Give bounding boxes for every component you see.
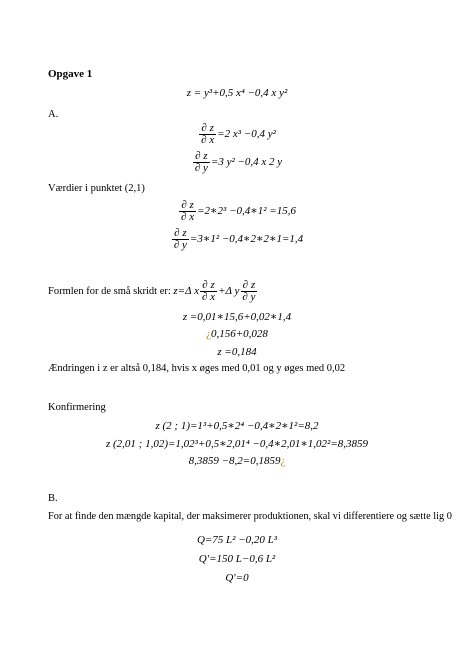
fraction-numerator: ∂ z <box>201 122 214 134</box>
partial-dzdy-equation <box>0 151 474 174</box>
section-a-label: A. <box>48 109 59 120</box>
formula-plus: +Δ y <box>218 285 240 298</box>
change-text: Ændringen i z er altså 0,184, hvis x øges med 0,01 og y øges med 0,02 <box>48 363 346 374</box>
main-equation: z = y³+0,5 x⁴ −0,4 x y² <box>186 87 288 99</box>
evaluated-dzdy-rhs: =3∗1² −0,4∗2∗2∗1=1,4 <box>189 233 304 246</box>
dzdx-fraction <box>199 123 216 146</box>
inverted-question-mark: ¿ <box>280 455 286 467</box>
step-2-value: 0,156+0,028 <box>210 328 268 340</box>
fraction-numerator: ∂ z <box>202 279 215 291</box>
formula-z-prefix: z=Δ x <box>173 285 199 298</box>
evaluated-dzdx-equation <box>0 200 474 223</box>
step-2 <box>0 328 474 340</box>
evaluated-dzdy-equation <box>0 228 474 251</box>
formula-expression <box>173 279 258 303</box>
fraction-numerator: ∂ z <box>181 199 194 211</box>
fraction-numerator: ∂ z <box>195 150 208 162</box>
fraction-denominator: ∂ y <box>194 162 208 174</box>
formula-intro: Formlen for de små skridt er: <box>48 286 171 298</box>
dzdy-fraction <box>193 151 210 174</box>
fraction-denominator: ∂ y <box>242 291 256 303</box>
dzdy-fraction <box>172 228 189 251</box>
section-b-label: B. <box>48 493 58 504</box>
confirm-line-1: z (2 ; 1)=1³+0,5∗2⁴ −0,4∗2∗1²=8,2 <box>155 420 319 432</box>
partial-dzdx-equation <box>0 123 474 146</box>
step-1: z =0,01∗15,6+0,02∗1,4 <box>182 311 292 323</box>
b-equation-q: Q=75 L² −0,20 L³ <box>196 534 278 546</box>
dzdx-fraction <box>179 200 196 223</box>
fraction-numerator: ∂ z <box>174 227 187 239</box>
fraction-denominator: ∂ x <box>201 291 216 303</box>
formula-dzdy-fraction <box>240 280 257 303</box>
confirm-heading: Konfirmering <box>48 402 106 413</box>
formula-dzdx-fraction <box>200 280 217 303</box>
fraction-denominator: ∂ y <box>173 239 187 251</box>
fraction-numerator: ∂ z <box>242 279 256 291</box>
b-equation-q-zero: Q′=0 <box>225 572 249 584</box>
step-3: z =0,184 <box>217 346 257 358</box>
opgave-heading: Opgave 1 <box>48 68 93 80</box>
dzdx-rhs: =2 x³ −0,4 y² <box>217 128 276 141</box>
point-text: Værdier i punktet (2,1) <box>48 183 145 194</box>
dzdy-rhs: =3 y² −0,4 x 2 y <box>210 156 283 169</box>
confirm-line-2: z (2,01 ; 1,02)=1,02³+0,5∗2,01⁴ −0,4∗2,01∗1,02²=8,3859 <box>105 438 369 450</box>
confirm-line-3-value: 8,3859 −8,2=0,1859 <box>188 455 281 467</box>
formula-line <box>48 280 258 303</box>
fraction-denominator: ∂ x <box>201 134 215 146</box>
inverted-question-mark: ¿ <box>206 328 211 340</box>
evaluated-dzdx-rhs: =2∗2³ −0,4∗1² =15,6 <box>197 205 296 218</box>
confirm-line-3 <box>0 455 474 467</box>
b-text: For at finde den mængde kapital, der maksimerer produktionen, skal vi differentiere og sætte lig 0 <box>48 511 452 522</box>
b-equation-q-prime: Q′=150 L−0,6 L² <box>198 553 276 565</box>
fraction-denominator: ∂ x <box>181 211 195 223</box>
